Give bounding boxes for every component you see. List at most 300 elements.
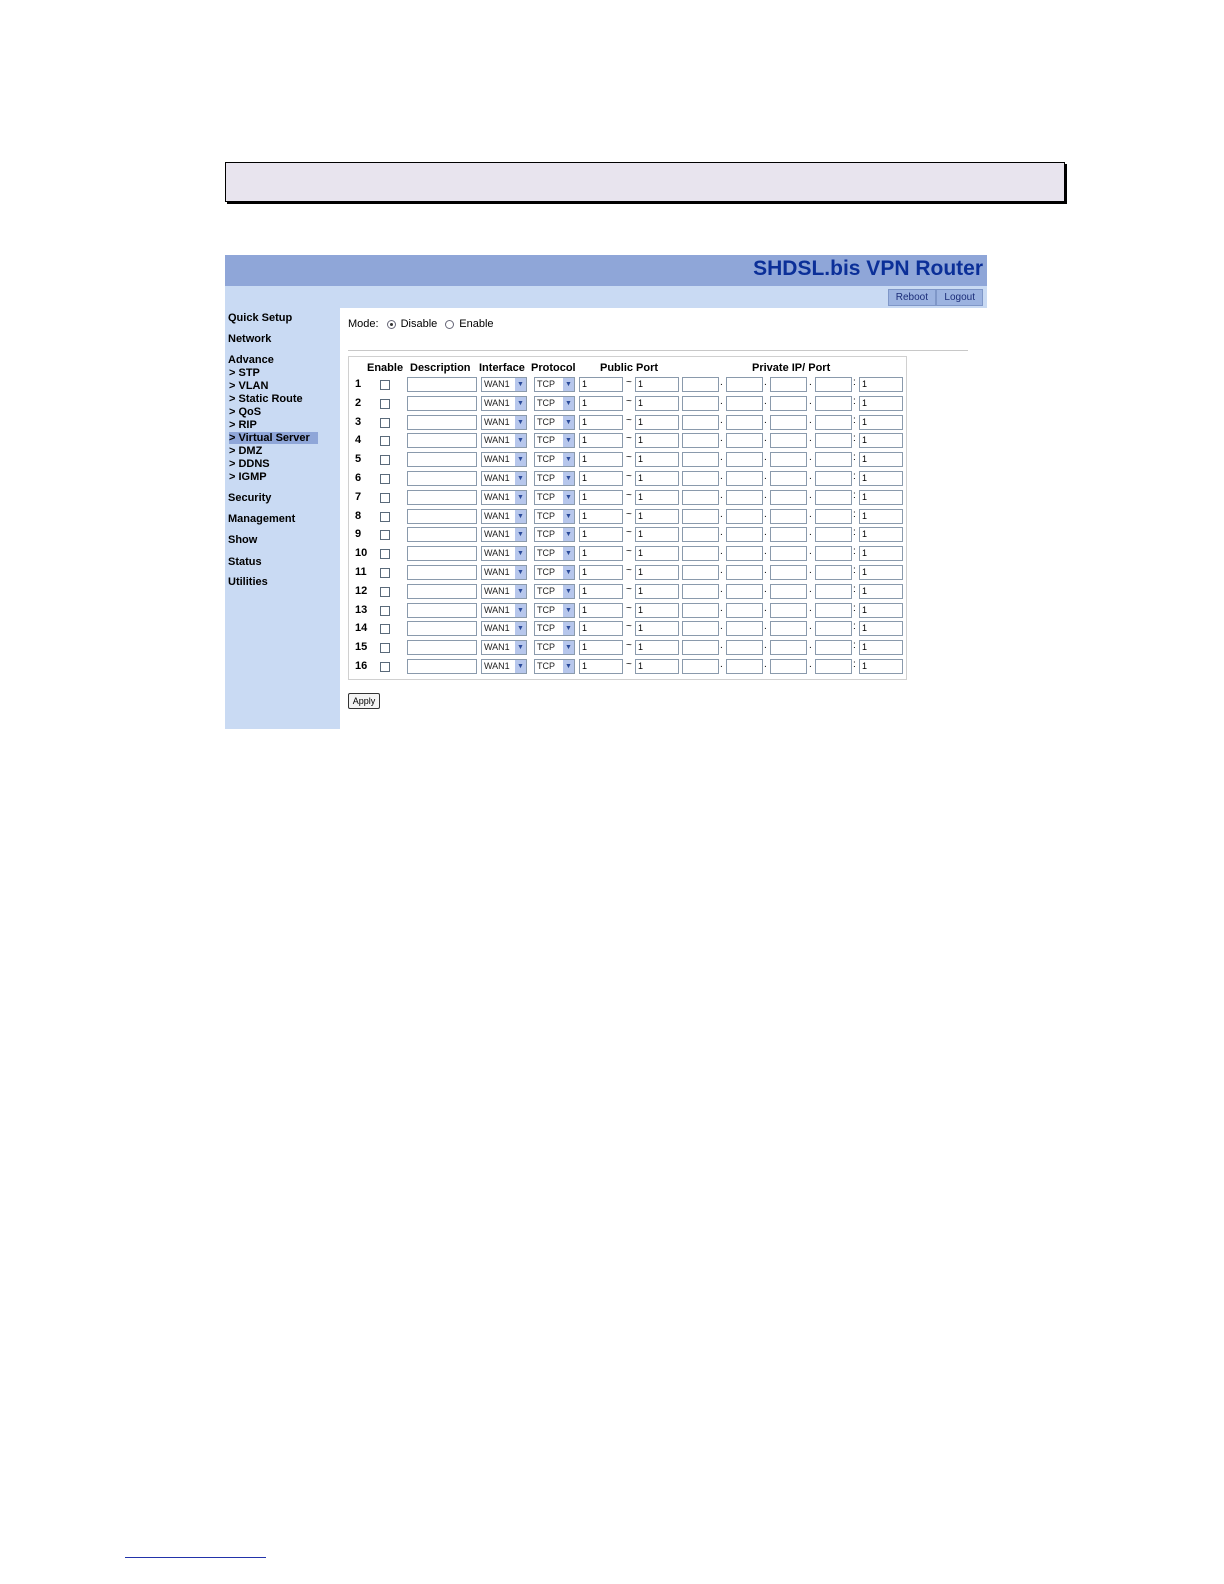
port-colon: :	[853, 377, 856, 388]
public-port-end-input[interactable]: 1	[635, 527, 679, 542]
public-port-end-input[interactable]: 1	[635, 452, 679, 467]
interface-value: WAN1	[484, 473, 510, 483]
public-port-end-input[interactable]: 1	[635, 396, 679, 411]
protocol-select[interactable]	[534, 509, 575, 524]
private-ip-octet-3[interactable]	[770, 490, 807, 505]
row-number: 16	[355, 660, 368, 672]
private-port-input[interactable]: 1	[859, 640, 903, 655]
mode-enable-label: Enable	[459, 318, 494, 330]
private-ip-octet-2[interactable]	[726, 471, 763, 486]
description-input[interactable]	[407, 546, 477, 561]
private-ip-octet-2[interactable]	[726, 659, 763, 674]
ip-dot: .	[720, 489, 723, 501]
private-ip-octet-1[interactable]	[682, 584, 719, 599]
private-ip-octet-4[interactable]	[815, 452, 852, 467]
interface-value: WAN1	[484, 397, 510, 408]
private-ip-octet-4[interactable]	[815, 415, 852, 430]
chevron-down-icon: ▼	[563, 510, 574, 523]
private-ip-octet-3[interactable]	[770, 452, 807, 467]
interface-select[interactable]	[481, 584, 527, 599]
protocol-select[interactable]	[534, 584, 575, 599]
description-input[interactable]	[407, 509, 477, 524]
ip-dot: .	[720, 602, 723, 614]
interface-value: WAN1	[484, 435, 510, 446]
private-ip-octet-2[interactable]	[726, 527, 763, 542]
ip-dot: .	[764, 471, 767, 482]
enable-checkbox[interactable]	[380, 624, 390, 634]
table-row	[349, 490, 906, 506]
interface-select[interactable]	[481, 621, 527, 636]
interface-select[interactable]	[481, 527, 527, 542]
chevron-down-icon: ▼	[515, 622, 526, 635]
protocol-select[interactable]	[534, 527, 575, 542]
protocol-value: TCP	[537, 529, 555, 540]
table-row	[349, 546, 906, 562]
ip-dot: .	[809, 546, 812, 558]
public-port-start-input[interactable]: 1	[579, 452, 623, 467]
port-colon: :	[853, 433, 856, 445]
private-ip-octet-1[interactable]	[682, 377, 719, 392]
reboot-button[interactable]: Reboot	[888, 289, 936, 306]
enable-checkbox[interactable]	[380, 399, 390, 409]
private-ip-octet-1[interactable]	[682, 452, 719, 467]
protocol-value: TCP	[537, 585, 555, 596]
private-ip-octet-4[interactable]	[815, 509, 852, 524]
protocol-select[interactable]	[534, 546, 575, 561]
description-input[interactable]	[407, 471, 477, 486]
row-number: 3	[355, 415, 362, 428]
protocol-select[interactable]	[534, 603, 575, 618]
enable-checkbox[interactable]	[380, 587, 390, 597]
ip-dot: .	[720, 395, 723, 407]
protocol-select[interactable]	[534, 396, 575, 411]
ip-dot: .	[809, 452, 812, 464]
interface-value: WAN1	[484, 567, 510, 577]
enable-checkbox[interactable]	[380, 436, 390, 446]
ip-dot: .	[720, 471, 723, 482]
nav-quick-setup[interactable]: Quick Setup	[228, 312, 293, 324]
interface-select[interactable]	[481, 415, 527, 430]
description-input[interactable]	[407, 640, 477, 655]
port-colon: :	[853, 489, 856, 501]
sidebar	[225, 308, 340, 729]
interface-select[interactable]	[481, 659, 527, 674]
ip-dot: .	[764, 583, 767, 595]
ip-dot: .	[764, 452, 767, 464]
public-port-start-input[interactable]: 1	[579, 509, 623, 524]
private-ip-octet-1[interactable]	[682, 565, 719, 580]
private-ip-octet-1[interactable]	[682, 603, 719, 618]
row-number: 1	[355, 378, 362, 390]
enable-checkbox[interactable]	[380, 662, 390, 672]
enable-checkbox[interactable]	[380, 643, 390, 653]
private-ip-octet-4[interactable]	[815, 433, 852, 448]
private-ip-octet-3[interactable]	[770, 396, 807, 411]
private-port-input[interactable]: 1	[859, 565, 903, 580]
public-port-start-input[interactable]: 1	[579, 527, 623, 542]
table-row	[349, 640, 906, 656]
enable-checkbox[interactable]	[380, 474, 390, 484]
private-ip-octet-3[interactable]	[770, 509, 807, 524]
chevron-down-icon: ▼	[515, 510, 526, 523]
range-separator: ~	[626, 433, 632, 445]
private-ip-octet-4[interactable]	[815, 584, 852, 599]
public-port-end-input[interactable]: 1	[635, 490, 679, 505]
private-ip-octet-3[interactable]	[770, 659, 807, 674]
nav-stp[interactable]: > STP	[229, 367, 260, 379]
ip-dot: .	[809, 471, 812, 482]
public-port-end-input[interactable]: 1	[635, 659, 679, 674]
ip-dot: .	[809, 433, 812, 445]
description-input[interactable]	[407, 452, 477, 467]
private-ip-octet-1[interactable]	[682, 396, 719, 411]
protocol-select[interactable]	[534, 433, 575, 448]
ip-dot: .	[720, 583, 723, 595]
protocol-select[interactable]	[534, 565, 575, 580]
public-port-end-input[interactable]: 1	[635, 640, 679, 655]
interface-select[interactable]	[481, 452, 527, 467]
public-port-start-input[interactable]: 1	[579, 659, 623, 674]
mode-enable-radio[interactable]	[445, 320, 454, 329]
private-ip-octet-2[interactable]	[726, 452, 763, 467]
interface-select[interactable]	[481, 603, 527, 618]
nav-management[interactable]: Management	[228, 513, 296, 525]
ip-dot: .	[720, 659, 723, 670]
table-row	[349, 415, 906, 431]
chevron-down-icon: ▼	[515, 641, 526, 654]
interface-value: WAN1	[484, 585, 510, 596]
description-input[interactable]	[407, 396, 477, 411]
chevron-down-icon: ▼	[515, 434, 526, 447]
private-ip-octet-2[interactable]	[726, 584, 763, 599]
description-input[interactable]	[407, 565, 477, 580]
private-ip-octet-2[interactable]	[726, 396, 763, 411]
protocol-value: TCP	[537, 548, 555, 559]
ip-dot: .	[764, 659, 767, 670]
description-input[interactable]	[407, 584, 477, 599]
port-colon: :	[853, 452, 856, 464]
table-row	[349, 584, 906, 600]
private-ip-octet-4[interactable]	[815, 640, 852, 655]
ip-dot: .	[764, 546, 767, 558]
protocol-value: TCP	[537, 567, 555, 577]
private-ip-octet-2[interactable]	[726, 490, 763, 505]
private-ip-octet-4[interactable]	[815, 396, 852, 411]
interface-select[interactable]	[481, 396, 527, 411]
range-separator: ~	[626, 377, 632, 388]
interface-value: WAN1	[484, 379, 510, 389]
interface-value: WAN1	[484, 510, 510, 521]
nav-rip[interactable]: > RIP	[229, 419, 257, 431]
private-ip-octet-1[interactable]	[682, 415, 719, 430]
logout-button[interactable]: Logout	[936, 289, 983, 306]
public-port-start-input[interactable]: 1	[579, 584, 623, 599]
description-input[interactable]	[407, 621, 477, 636]
public-port-start-input[interactable]: 1	[579, 471, 623, 486]
nav-utilities[interactable]: Utilities	[228, 576, 268, 588]
public-port-end-input[interactable]: 1	[635, 433, 679, 448]
private-ip-octet-1[interactable]	[682, 509, 719, 524]
private-ip-octet-3[interactable]	[770, 565, 807, 580]
private-ip-octet-2[interactable]	[726, 565, 763, 580]
interface-select[interactable]	[481, 433, 527, 448]
protocol-value: TCP	[537, 510, 555, 521]
chevron-down-icon: ▼	[515, 453, 526, 466]
private-ip-octet-4[interactable]	[815, 527, 852, 542]
enable-checkbox[interactable]	[380, 568, 390, 578]
private-ip-octet-1[interactable]	[682, 490, 719, 505]
private-ip-octet-4[interactable]	[815, 565, 852, 580]
range-separator: ~	[626, 471, 632, 482]
description-input[interactable]	[407, 603, 477, 618]
private-ip-octet-2[interactable]	[726, 377, 763, 392]
row-number: 7	[355, 490, 362, 503]
action-bar	[225, 286, 987, 308]
private-ip-octet-1[interactable]	[682, 471, 719, 486]
public-port-start-input[interactable]: 1	[579, 490, 623, 505]
description-input[interactable]	[407, 377, 477, 392]
public-port-start-input[interactable]: 1	[579, 621, 623, 636]
ip-dot: .	[809, 640, 812, 652]
chevron-down-icon: ▼	[515, 528, 526, 541]
private-ip-octet-3[interactable]	[770, 546, 807, 561]
interface-select[interactable]	[481, 546, 527, 561]
private-ip-octet-4[interactable]	[815, 603, 852, 618]
protocol-select[interactable]	[534, 659, 575, 674]
interface-select[interactable]	[481, 471, 527, 486]
nav-igmp[interactable]: > IGMP	[229, 471, 267, 483]
protocol-select[interactable]	[534, 490, 575, 505]
range-separator: ~	[626, 395, 632, 407]
public-port-end-input[interactable]: 1	[635, 509, 679, 524]
private-port-input[interactable]: 1	[859, 490, 903, 505]
port-colon: :	[853, 508, 856, 520]
range-separator: ~	[626, 621, 632, 633]
private-ip-octet-3[interactable]	[770, 640, 807, 655]
private-ip-octet-3[interactable]	[770, 527, 807, 542]
protocol-select[interactable]	[534, 415, 575, 430]
chevron-down-icon: ▼	[563, 604, 574, 617]
protocol-value: TCP	[537, 397, 555, 408]
document-header-box	[225, 162, 1065, 202]
enable-checkbox[interactable]	[380, 380, 390, 390]
row-number: 8	[355, 509, 362, 522]
enable-checkbox[interactable]	[380, 606, 390, 616]
protocol-select[interactable]	[534, 452, 575, 467]
description-input[interactable]	[407, 527, 477, 542]
range-separator: ~	[626, 546, 632, 558]
private-ip-octet-3[interactable]	[770, 621, 807, 636]
mode-disable-label: Disable	[400, 318, 438, 330]
protocol-select[interactable]	[534, 377, 575, 392]
private-ip-octet-1[interactable]	[682, 433, 719, 448]
chevron-down-icon: ▼	[515, 416, 526, 429]
nav-dmz[interactable]: > DMZ	[229, 445, 263, 457]
nav-static-route[interactable]: > Static Route	[229, 393, 303, 405]
private-ip-octet-3[interactable]	[770, 433, 807, 448]
public-port-end-input[interactable]: 1	[635, 471, 679, 486]
public-port-end-input[interactable]: 1	[635, 584, 679, 599]
private-ip-octet-4[interactable]	[815, 659, 852, 674]
private-ip-octet-3[interactable]	[770, 415, 807, 430]
interface-select[interactable]	[481, 509, 527, 524]
private-ip-octet-1[interactable]	[682, 621, 719, 636]
nav-security[interactable]: Security	[228, 492, 272, 504]
public-port-start-input[interactable]: 1	[579, 546, 623, 561]
private-ip-octet-4[interactable]	[815, 377, 852, 392]
public-port-start-input[interactable]: 1	[579, 377, 623, 392]
row-number: 2	[355, 396, 362, 409]
protocol-select[interactable]	[534, 640, 575, 655]
private-port-input[interactable]: 1	[859, 659, 903, 674]
ip-dot: .	[720, 508, 723, 520]
ip-dot: .	[764, 602, 767, 614]
public-port-start-input[interactable]: 1	[579, 640, 623, 655]
nav-status[interactable]: Status	[228, 556, 262, 568]
chevron-down-icon: ▼	[563, 622, 574, 635]
public-port-end-input[interactable]: 1	[635, 377, 679, 392]
private-port-input[interactable]: 1	[859, 603, 903, 618]
public-port-end-input[interactable]: 1	[635, 415, 679, 430]
chevron-down-icon: ▼	[515, 566, 526, 579]
nav-ddns[interactable]: > DDNS	[229, 458, 270, 470]
interface-select[interactable]	[481, 377, 527, 392]
nav-network[interactable]: Network	[228, 333, 272, 345]
nav-virtual-server[interactable]: > Virtual Server	[229, 432, 318, 444]
range-separator: ~	[626, 452, 632, 464]
col-private-ip-port: Private IP/ Port	[752, 362, 831, 374]
private-ip-octet-1[interactable]	[682, 640, 719, 655]
protocol-select[interactable]	[534, 621, 575, 636]
private-ip-octet-4[interactable]	[815, 490, 852, 505]
private-port-input[interactable]: 1	[859, 452, 903, 467]
ip-dot: .	[720, 527, 723, 539]
enable-checkbox[interactable]	[380, 493, 390, 503]
ip-dot: .	[809, 508, 812, 520]
router-web-ui	[225, 255, 987, 729]
private-ip-octet-4[interactable]	[815, 621, 852, 636]
private-ip-octet-3[interactable]	[770, 584, 807, 599]
public-port-end-input[interactable]: 1	[635, 546, 679, 561]
private-ip-octet-2[interactable]	[726, 640, 763, 655]
ip-dot: .	[720, 546, 723, 558]
protocol-select[interactable]	[534, 471, 575, 486]
private-ip-octet-2[interactable]	[726, 415, 763, 430]
ip-dot: .	[764, 565, 767, 576]
interface-select[interactable]	[481, 490, 527, 505]
private-port-input[interactable]: 1	[859, 509, 903, 524]
private-ip-octet-1[interactable]	[682, 546, 719, 561]
private-ip-octet-2[interactable]	[726, 546, 763, 561]
protocol-value: TCP	[537, 642, 555, 653]
private-port-input[interactable]: 1	[859, 471, 903, 486]
apply-button[interactable]: Apply	[348, 693, 380, 709]
ip-dot: .	[720, 414, 723, 426]
port-colon: :	[853, 583, 856, 595]
range-separator: ~	[626, 659, 632, 670]
private-port-input[interactable]: 1	[859, 433, 903, 448]
enable-checkbox[interactable]	[380, 549, 390, 559]
description-input[interactable]	[407, 415, 477, 430]
private-ip-octet-3[interactable]	[770, 603, 807, 618]
interface-select[interactable]	[481, 565, 527, 580]
mode-disable-radio[interactable]	[387, 320, 396, 329]
description-input[interactable]	[407, 659, 477, 674]
public-port-end-input[interactable]: 1	[635, 603, 679, 618]
nav-advance[interactable]: Advance	[228, 354, 274, 366]
description-input[interactable]	[407, 433, 477, 448]
chevron-down-icon: ▼	[563, 378, 574, 391]
interface-select[interactable]	[481, 640, 527, 655]
public-port-start-input[interactable]: 1	[579, 603, 623, 618]
enable-checkbox[interactable]	[380, 512, 390, 522]
private-ip-octet-2[interactable]	[726, 603, 763, 618]
protocol-value: TCP	[537, 379, 555, 389]
ip-dot: .	[809, 395, 812, 407]
col-public-port: Public Port	[600, 362, 659, 374]
ip-dot: .	[809, 583, 812, 595]
private-ip-octet-3[interactable]	[770, 377, 807, 392]
description-input[interactable]	[407, 490, 477, 505]
private-ip-octet-2[interactable]	[726, 621, 763, 636]
private-port-input[interactable]: 1	[859, 621, 903, 636]
private-port-input[interactable]: 1	[859, 546, 903, 561]
private-ip-octet-1[interactable]	[682, 527, 719, 542]
nav-vlan[interactable]: > VLAN	[229, 380, 269, 392]
public-port-start-input[interactable]: 1	[579, 396, 623, 411]
public-port-end-input[interactable]: 1	[635, 621, 679, 636]
public-port-start-input[interactable]: 1	[579, 415, 623, 430]
interface-value: WAN1	[484, 623, 510, 634]
private-ip-octet-3[interactable]	[770, 471, 807, 486]
private-ip-octet-2[interactable]	[726, 433, 763, 448]
private-ip-octet-1[interactable]	[682, 659, 719, 674]
protocol-value: TCP	[537, 661, 555, 671]
public-port-start-input[interactable]: 1	[579, 565, 623, 580]
ip-dot: .	[764, 640, 767, 652]
private-ip-octet-4[interactable]	[815, 546, 852, 561]
nav-show[interactable]: Show	[228, 534, 258, 546]
private-ip-octet-4[interactable]	[815, 471, 852, 486]
nav-qos[interactable]: > QoS	[229, 406, 262, 418]
public-port-start-input[interactable]: 1	[579, 433, 623, 448]
chevron-down-icon: ▼	[515, 604, 526, 617]
ip-dot: .	[720, 640, 723, 652]
private-port-input[interactable]: 1	[859, 527, 903, 542]
range-separator: ~	[626, 489, 632, 501]
private-port-input[interactable]: 1	[859, 584, 903, 599]
row-number: 15	[355, 641, 368, 654]
enable-checkbox[interactable]	[380, 530, 390, 540]
ip-dot: .	[720, 565, 723, 576]
enable-checkbox[interactable]	[380, 455, 390, 465]
ip-dot: .	[720, 377, 723, 388]
private-port-input[interactable]: 1	[859, 415, 903, 430]
row-number: 12	[355, 584, 368, 597]
range-separator: ~	[626, 565, 632, 576]
public-port-end-input[interactable]: 1	[635, 565, 679, 580]
private-port-input[interactable]: 1	[859, 377, 903, 392]
port-colon: :	[853, 414, 856, 426]
port-colon: :	[853, 471, 856, 482]
row-number: 13	[355, 603, 368, 616]
mode-label: Mode:	[348, 318, 379, 330]
private-ip-octet-2[interactable]	[726, 509, 763, 524]
ip-dot: .	[809, 565, 812, 576]
private-port-input[interactable]: 1	[859, 396, 903, 411]
enable-checkbox[interactable]	[380, 418, 390, 428]
port-colon: :	[853, 602, 856, 614]
